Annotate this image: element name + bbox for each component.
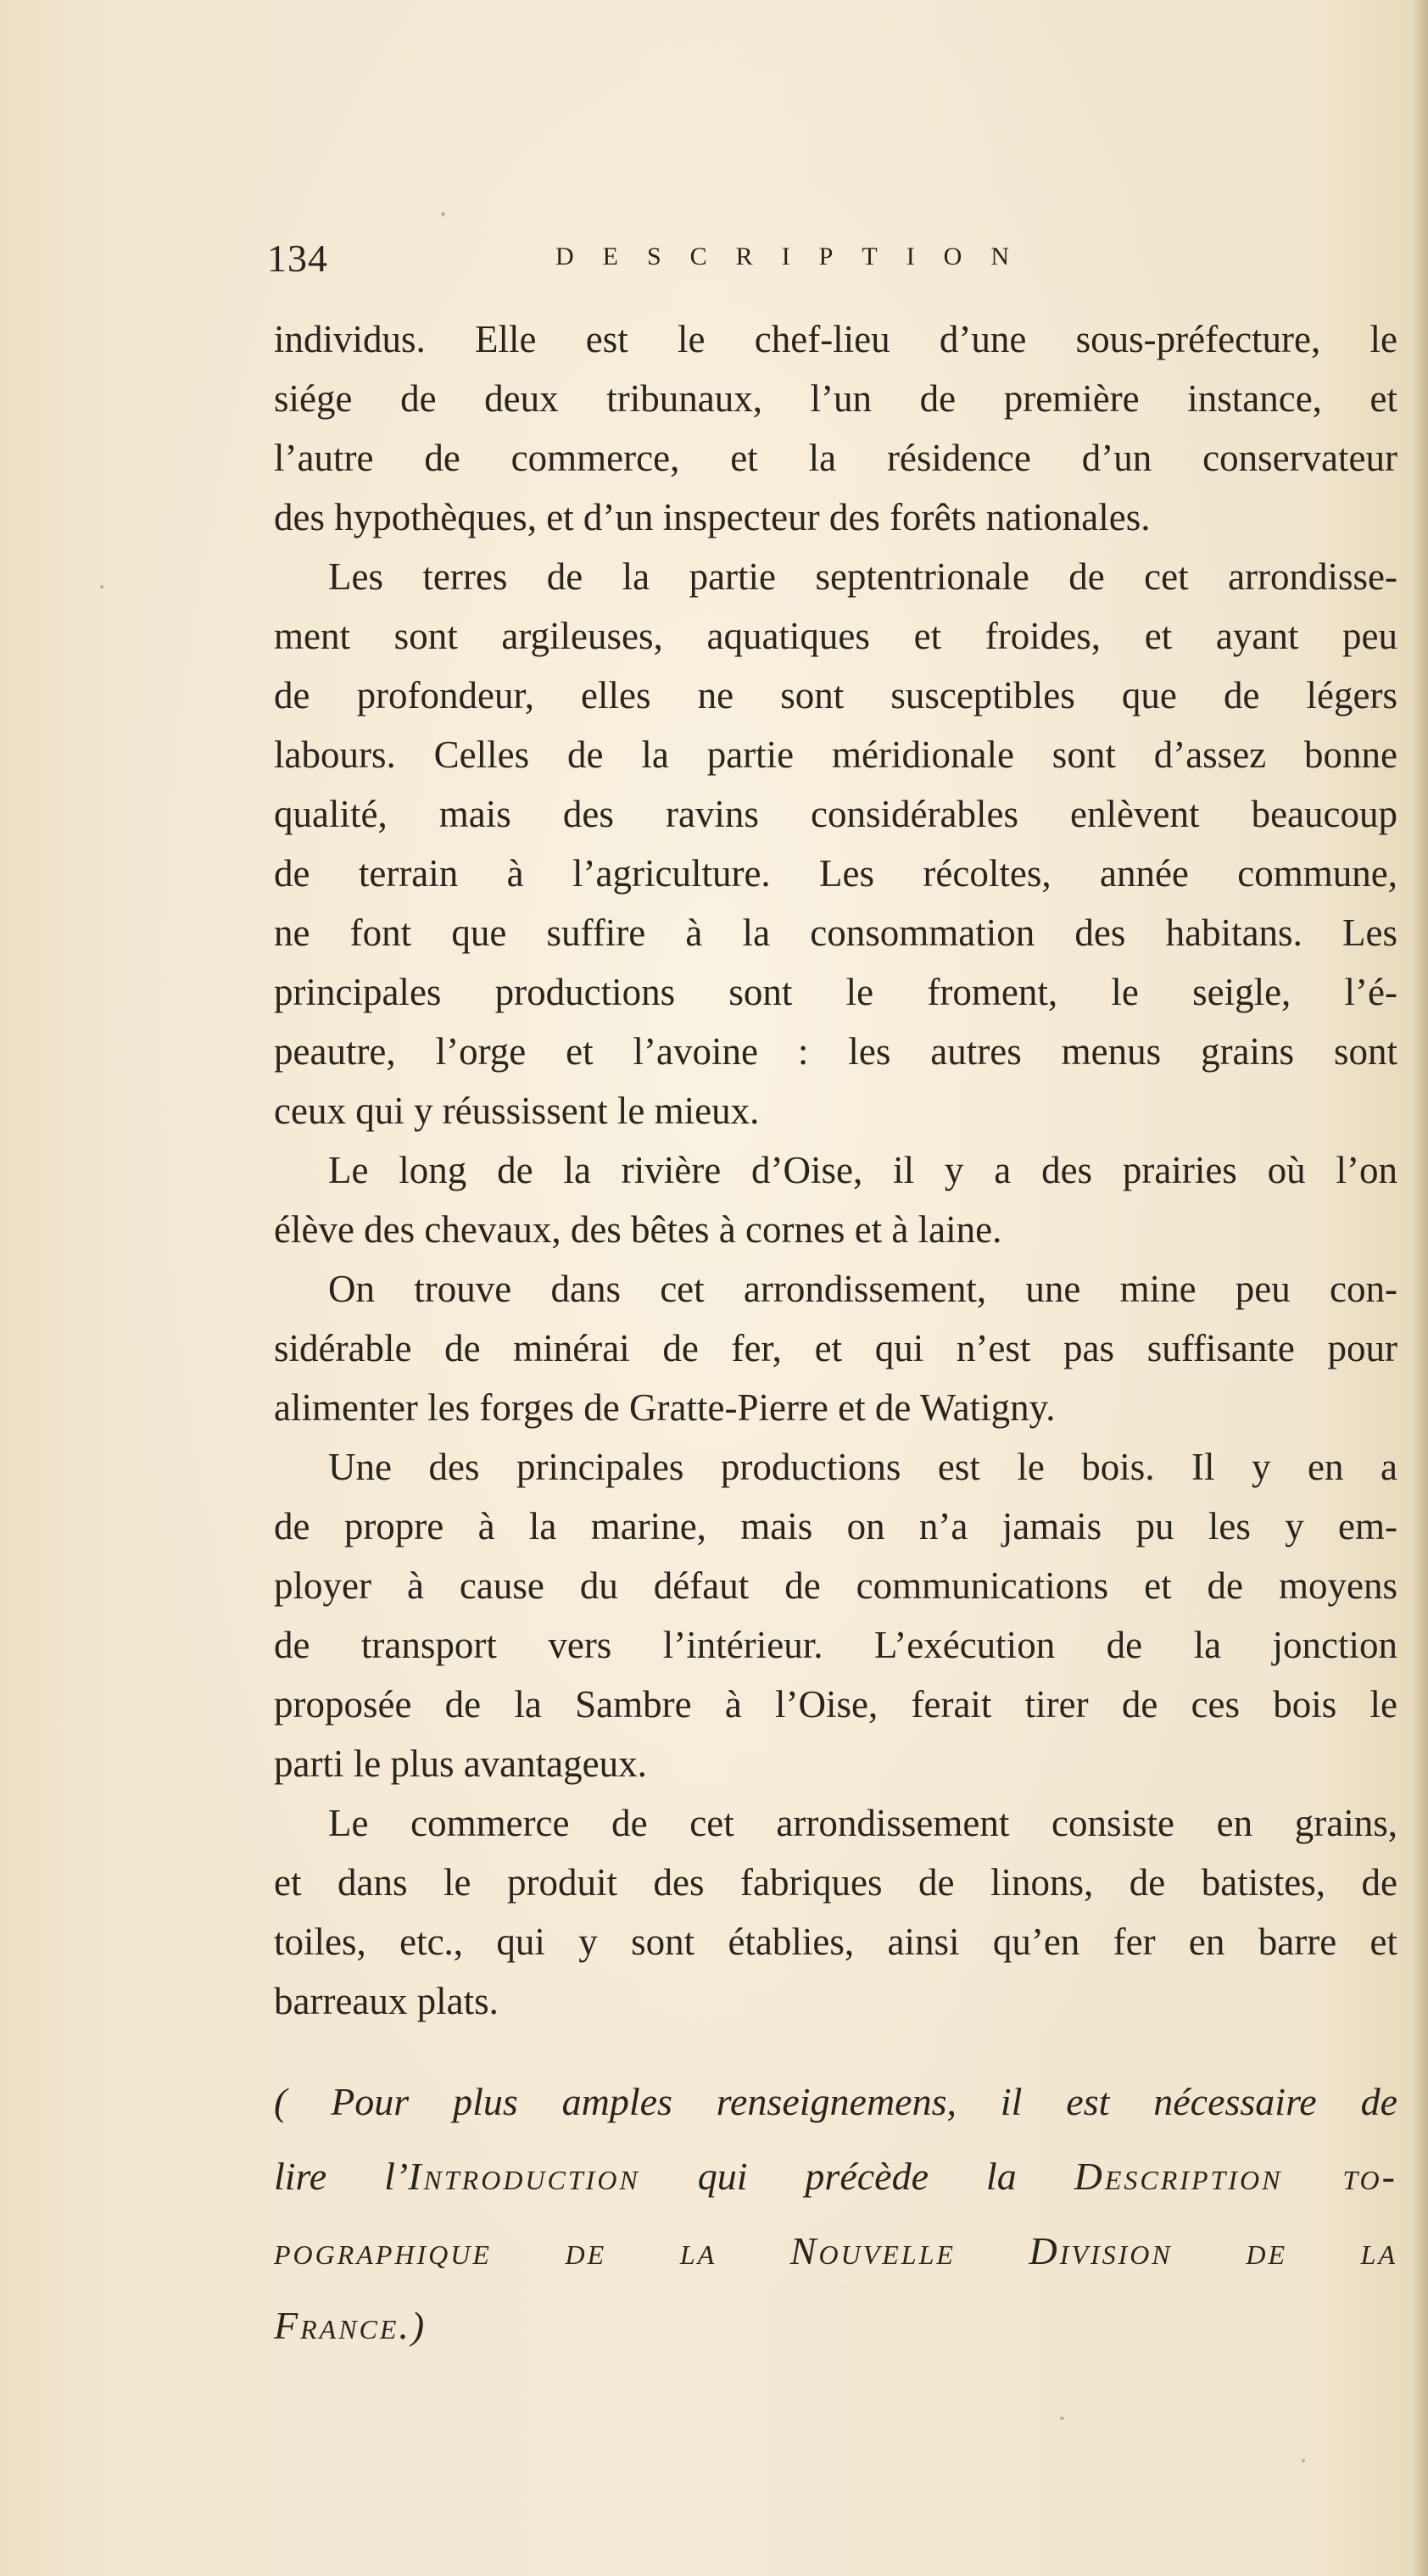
text-line: barreaux plats. (274, 1980, 499, 2022)
note-text: qui précède la (639, 2155, 1074, 2198)
body-text (274, 309, 1397, 2031)
text-line: individus. Elle est le chef-lieu d’une sous-préfecture, le (274, 318, 1397, 360)
text-line: ployer à cause du défaut de communications et de moyens (274, 1564, 1397, 1607)
running-head: DESCRIPTION (555, 243, 1039, 270)
text-line: de propre à la marine, mais on n’a jamais pu les y em- (274, 1505, 1397, 1547)
text-line: sidérable de minérai de fer, et qui n’est pas suffisante pour (274, 1327, 1397, 1369)
text-line: qualité, mais des ravins considérables enlèvent beaucoup (274, 793, 1397, 835)
text-line: l’autre de commerce, et la résidence d’un conservateur (274, 437, 1397, 479)
text-line: proposée de la Sambre à l’Oise, ferait tirer de ces bois le (274, 1683, 1397, 1726)
text-line: labours. Celles de la partie méridionale sont d’assez bonne (274, 733, 1397, 776)
text-line: On trouve dans cet arrondissement, une mine peu con- (328, 1268, 1397, 1310)
note-line (274, 2139, 1397, 2214)
text-line: toiles, etc., qui y sont établies, ainsi qu’en fer en barre et (274, 1921, 1397, 1963)
text-line: de profondeur, elles ne sont susceptibles que de légers (274, 674, 1397, 716)
text-line: Les terres de la partie septentrionale de cet arrondisse- (328, 555, 1397, 598)
page-number: 134 (267, 237, 328, 280)
page-header (267, 236, 1157, 287)
text-line: élève des chevaux, des bêtes à cornes et à laine. (274, 1208, 1002, 1251)
text-line: ne font que suffire à la consommation des habitans. Les (274, 912, 1397, 954)
text-line: peautre, l’orge et l’avoine : les autres menus grains sont (274, 1030, 1397, 1073)
note-line: pographique de la Nouvelle Division de la (274, 2229, 1397, 2272)
note-text: lire l’ (274, 2155, 409, 2198)
text-line: de transport vers l’intérieur. L’exécution de la jonction (274, 1624, 1397, 1666)
text-line: alimenter les forges de Gratte-Pierre et de Watigny. (274, 1386, 1056, 1429)
text-line: Une des principales productions est le bois. Il y en a (328, 1446, 1397, 1488)
text-line: ment sont argileuses, aquatiques et froides, et ayant peu (274, 615, 1397, 657)
note-smallcaps-title: Description to- (1074, 2155, 1397, 2198)
text-line: Le long de la rivière d’Oise, il y a des prairies où l’on (328, 1149, 1397, 1191)
text-line: et dans le produit des fabriques de linons, de batistes, de (274, 1861, 1397, 1904)
text-line: ceux qui y réussissent le mieux. (274, 1090, 760, 1132)
text-line: des hypothèques, et d’un inspecteur des forêts nationales. (274, 496, 1151, 538)
note-line: France.) (274, 2304, 427, 2347)
text-line: siége de deux tribunaux, l’un de première instance, et (274, 377, 1397, 420)
reference-note (274, 2065, 1397, 2363)
note-line: ( Pour plus amples renseignemens, il est nécessaire de (274, 2080, 1397, 2123)
text-line: de terrain à l’agriculture. Les récoltes, année commune, (274, 852, 1397, 895)
text-line: Le commerce de cet arrondissement consiste en grains, (328, 1802, 1397, 1844)
text-line: principales productions sont le froment, le seigle, l’é- (274, 971, 1397, 1013)
text-line: parti le plus avantageux. (274, 1742, 647, 1785)
note-smallcaps-title: Introduction (408, 2155, 640, 2198)
